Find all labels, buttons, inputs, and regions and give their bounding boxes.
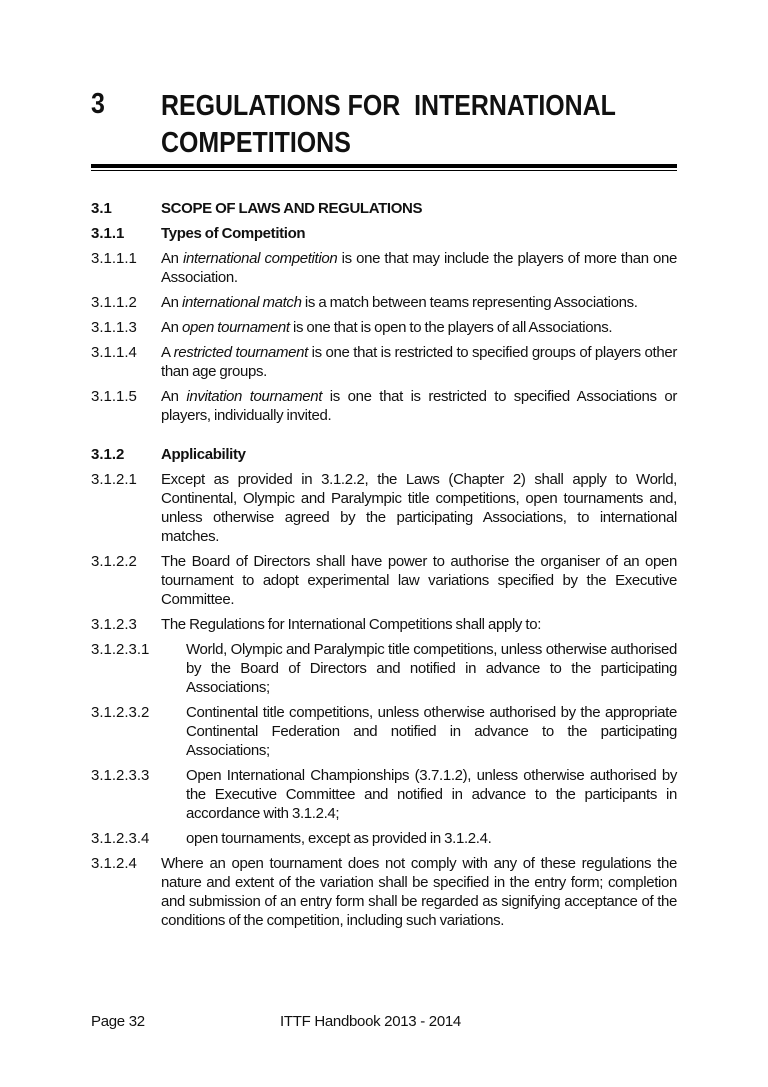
clause-text-post: is one that is restricted to specified Associations or players, individually invited.: [161, 388, 677, 424]
subclause: [91, 766, 677, 823]
title-rule-thick: [91, 164, 677, 168]
clause-text: [161, 318, 677, 337]
clause-number: 3.1.2.3.3: [91, 767, 150, 784]
clause-number: 3.1.1.2: [91, 294, 137, 311]
defined-term: invitation tournament: [186, 388, 323, 405]
clause-text: Open International Championships (3.7.1.2), unless otherwise authorised by the Executive Committee and notified in advance to the participants in accordance with 3.1.2.4;: [186, 767, 677, 822]
clause-number: 3.1.2.1: [91, 471, 137, 488]
clause: [91, 249, 677, 287]
section-title: SCOPE OF LAWS AND REGULATIONS: [161, 200, 423, 217]
clause: [91, 470, 677, 546]
clause: [91, 552, 677, 609]
clause-number: 3.1.2.3: [91, 616, 137, 633]
subsection-heading: [91, 224, 677, 243]
section-number: 3.1: [91, 200, 112, 217]
clause-number: 3.1.1.4: [91, 344, 137, 361]
chapter-title-line-2: COMPETITIONS: [161, 127, 351, 159]
defined-term: international match: [181, 294, 302, 311]
section-title: Applicability: [161, 446, 246, 463]
subclause: [91, 703, 677, 760]
clause-text: open tournaments, except as provided in 3.1.2.4.: [186, 830, 492, 847]
clause: [91, 615, 677, 634]
clause-text-pre: An: [161, 319, 182, 336]
clause: [91, 343, 677, 381]
defined-term: international competition: [182, 250, 338, 267]
clause: [91, 387, 677, 425]
clause-number: 3.1.2.3.1: [91, 641, 150, 658]
clause-text: [161, 343, 677, 381]
subclause: [91, 829, 677, 848]
section-heading: [91, 199, 677, 218]
subsection-heading: [91, 445, 677, 464]
defined-term: open tournament: [181, 319, 290, 336]
chapter-number: 3: [91, 88, 105, 120]
subclause: [91, 640, 677, 697]
clause-number: 3.1.1.1: [91, 250, 137, 267]
spacer: [91, 431, 677, 445]
chapter-title: [161, 88, 616, 162]
defined-term: restricted tournament: [173, 344, 308, 361]
clause-text: Continental title competitions, unless otherwise authorised by the appropriate Continental Federation and notified in advance to the participating Associations;: [186, 704, 677, 759]
clause-text-pre: An: [161, 294, 182, 311]
clause-number: 3.1.2.4: [91, 855, 137, 872]
clause-text-pre: An: [161, 250, 183, 267]
clause-text: The Board of Directors shall have power to authorise the organiser of an open tournament to adopt experimental law variations specified by the Executive Committee.: [161, 553, 677, 608]
clause-text-post: is a match between teams representing Associations.: [301, 294, 638, 311]
clause-text-post: is one that is restricted to specified groups of players other than age groups.: [161, 344, 677, 380]
clause-text: [161, 387, 677, 425]
clause-text: The Regulations for International Competitions shall apply to:: [161, 616, 542, 633]
clause-text: Where an open tournament does not comply with any of these regulations the nature and extent of the variation shall be specified in the entry form; completion and submission of an entry form shall be regarded as signifying acceptance of the conditions of the competition, including such variations.: [161, 855, 677, 929]
clause-text-pre: An: [161, 388, 187, 405]
clause-number: 3.1.1.5: [91, 388, 137, 405]
clause-text: Except as provided in 3.1.2.2, the Laws (Chapter 2) shall apply to World, Continental, Olympic and Paralympic title competitions, open tournaments and, unless otherwise agreed by the participating Associations, to international matches.: [161, 471, 677, 545]
page-number: Page 32: [91, 1013, 145, 1030]
clause-number: 3.1.2.3.4: [91, 830, 150, 847]
clause-number: 3.1.2.2: [91, 553, 137, 570]
clause-number: 3.1.2.3.2: [91, 704, 150, 721]
clause: [91, 854, 677, 930]
chapter-title-line-1: REGULATIONS FOR INTERNATIONAL: [161, 90, 616, 122]
clause-text: [161, 249, 677, 287]
publication-title: ITTF Handbook 2013 - 2014: [280, 1013, 461, 1030]
section-number: 3.1.1: [91, 225, 125, 242]
clause-text-pre: A: [161, 344, 174, 361]
clause-text: [161, 293, 677, 312]
document-body: [91, 199, 677, 936]
clause: [91, 293, 677, 312]
clause-text: World, Olympic and Paralympic title competitions, unless otherwise authorised by the Board of Directors and notified in advance to the participating Associations;: [186, 641, 677, 696]
section-number: 3.1.2: [91, 446, 125, 463]
clause-number: 3.1.1.3: [91, 319, 137, 336]
clause-text-post: is one that is open to the players of all Associations.: [289, 319, 613, 336]
title-rule-thin: [91, 170, 677, 171]
section-title: Types of Competition: [161, 225, 306, 242]
clause: [91, 318, 677, 337]
clause-text-post: is one that may include the players of more than one Association.: [161, 250, 677, 286]
